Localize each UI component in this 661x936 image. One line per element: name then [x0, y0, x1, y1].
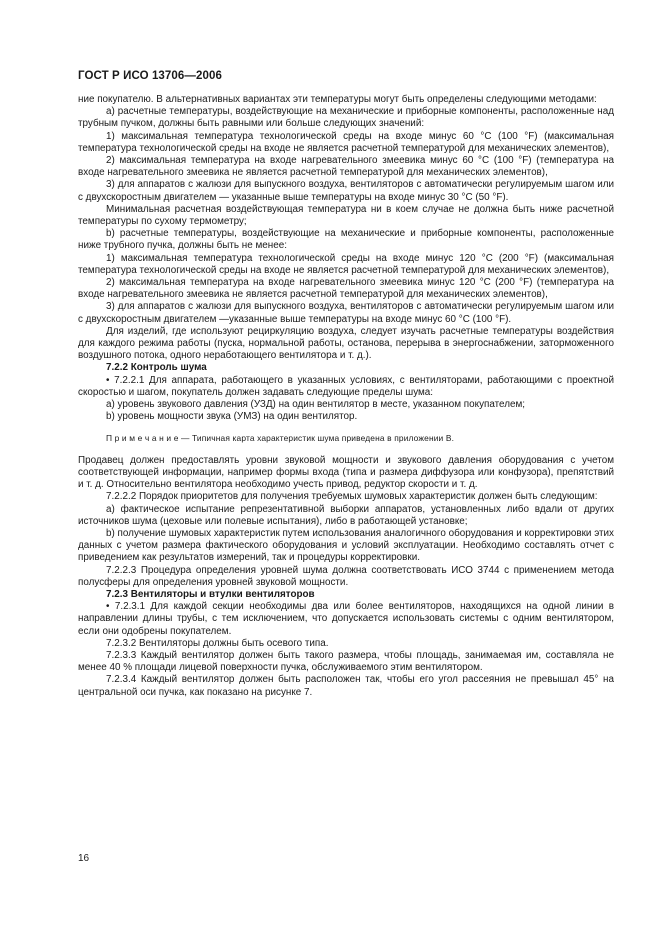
paragraph: • 7.2.3.1 Для каждой секции необходимы два или более вентиляторов, находящихся на одной линии в направлении длины трубы, с тем исключением, что допускается использовать системы с одним вентилятором, если они одобрены покупателем.: [78, 601, 614, 637]
paragraph: 7.2.3.2 Вентиляторы должны быть осевого типа.: [106, 637, 329, 649]
page-number: 16: [78, 853, 90, 864]
paragraph: 2) максимальная температура на входе нагревательного змеевика минус 60 °С (100 °F) (температура на входе нагревательного змеевика не является расчетной температурой для механических элементов),: [78, 155, 614, 179]
paragraph: Для изделий, где используют рециркуляцию воздуха, следует изучать расчетные температуры воздействия для каждого режима работы (пуска, нормальной работы, останова, перерыва в энергоснабжении, заторможенного воздушного потока, одного неработающего вентилятора и т. д.).: [78, 325, 614, 362]
paragraph: а) расчетные температуры, воздействующие на механические и приборные компоненты, расположенные над трубным пучком, должны быть равными или больше следующих значений:: [78, 106, 614, 130]
paragraph: b) расчетные температуры, воздействующие на механические и приборные компоненты, расположенные ниже трубного пучка, должны быть не менее:: [78, 228, 614, 252]
paragraph: ние покупателю. В альтернативных вариантах эти температуры могут быть определены следующими методами:: [78, 94, 597, 105]
paragraph: а) уровень звукового давления (УЗД) на один вентилятор в месте, указанном покупателем;: [106, 399, 525, 411]
paragraph: b) получение шумовых характеристик путем использования аналогичного оборудования и корректировки этих данных с учетом размера фактического оборудования и условий эксплуатации. Необходимо составлять отчет с приведением как результатов измерений, так и процедуры корректировки.: [78, 527, 614, 564]
paragraph: 1) максимальная температура технологической среды на входе минус 120 °С (200 °F) (максимальная температура технологической среды на входе не является расчетной температурой для механических элементов),: [78, 252, 614, 276]
document-body: [78, 94, 614, 699]
paragraph: Минимальная расчетная воздействующая температура ни в коем случае не должна быть ниже расчетной температуры по сухому термометру;: [78, 203, 614, 228]
paragraph: а) фактическое испытание репрезентативной выборки аппаратов, установленных либо вдали от других источников шума (цеховые или полевые испытания), либо в работающей установке;: [78, 503, 614, 527]
paragraph: 3) для аппаратов с жалюзи для выпускного воздуха, вентиляторов с автоматически регулируемым шагом или с двухскоростным двигателем —указанные выше температуры на входе минус 60 °С (100 °F).: [78, 301, 614, 325]
section-heading: 7.2.3 Вентиляторы и втулки вентиляторов: [106, 588, 315, 600]
paragraph: 3) для аппаратов с жалюзи для выпускного воздуха, вентиляторов с автоматически регулируемым шагом или с двухскоростным двигателем — указанные выше температуры на входе минус 30 °С (50 °F).: [78, 179, 614, 203]
page-header-title: ГОСТ Р ИСО 13706—2006: [78, 70, 223, 82]
paragraph: b) уровень мощности звука (УМЗ) на один вентилятор.: [106, 411, 358, 423]
paragraph: 2) максимальная температура на входе нагревательного змеевика минус 120 °С (200 °F) (температура на входе нагревательного змеевика не является расчетной температурой для механических элементов),: [78, 277, 614, 301]
paragraph: • 7.2.2.1 Для аппарата, работающего в указанных условиях, с вентиляторами, работающими с проектной скоростью и шагом, покупатель должен задавать следующие пределы шума:: [78, 374, 614, 398]
paragraph: 7.2.2.3 Процедура определения уровней шума должна соответствовать ИСО 3744 с применением метода полусферы для определения уровней звуковой мощности.: [78, 564, 614, 588]
paragraph: Продавец должен предоставлять уровни звуковой мощности и звукового давления оборудования с учетом соответствующей информации, например формы входа (типа и размера диффузора или конфузора), препятствий и т. д. Относительно вентилятора необходимо учесть привод, редуктор скорости и т. д.: [78, 454, 614, 491]
paragraph: 7.2.3.4 Каждый вентилятор должен быть расположен так, чтобы его угол рассеяния не превышал 45° на центральной оси пучка, как показано на рисунке 7.: [78, 674, 614, 698]
section-heading: 7.2.2 Контроль шума: [106, 362, 207, 374]
paragraph: 1) максимальная температура технологической среды на входе минус 60 °С (100 °F) (максимальная температура технологической среды на входе не является расчетной температурой для механических элементов),: [78, 130, 614, 154]
paragraph: 7.2.3.3 Каждый вентилятор должен быть такого размера, чтобы площадь, занимаемая им, составляла не менее 40 % площади лицевой поверхности пучка, обслуживаемого этим вентилятором.: [78, 649, 614, 674]
note-paragraph: П р и м е ч а н и е — Типичная карта характеристик шума приведена в приложении В.: [106, 433, 455, 444]
paragraph: 7.2.2.2 Порядок приоритетов для получения требуемых шумовых характеристик должен быть следующим:: [106, 491, 598, 503]
